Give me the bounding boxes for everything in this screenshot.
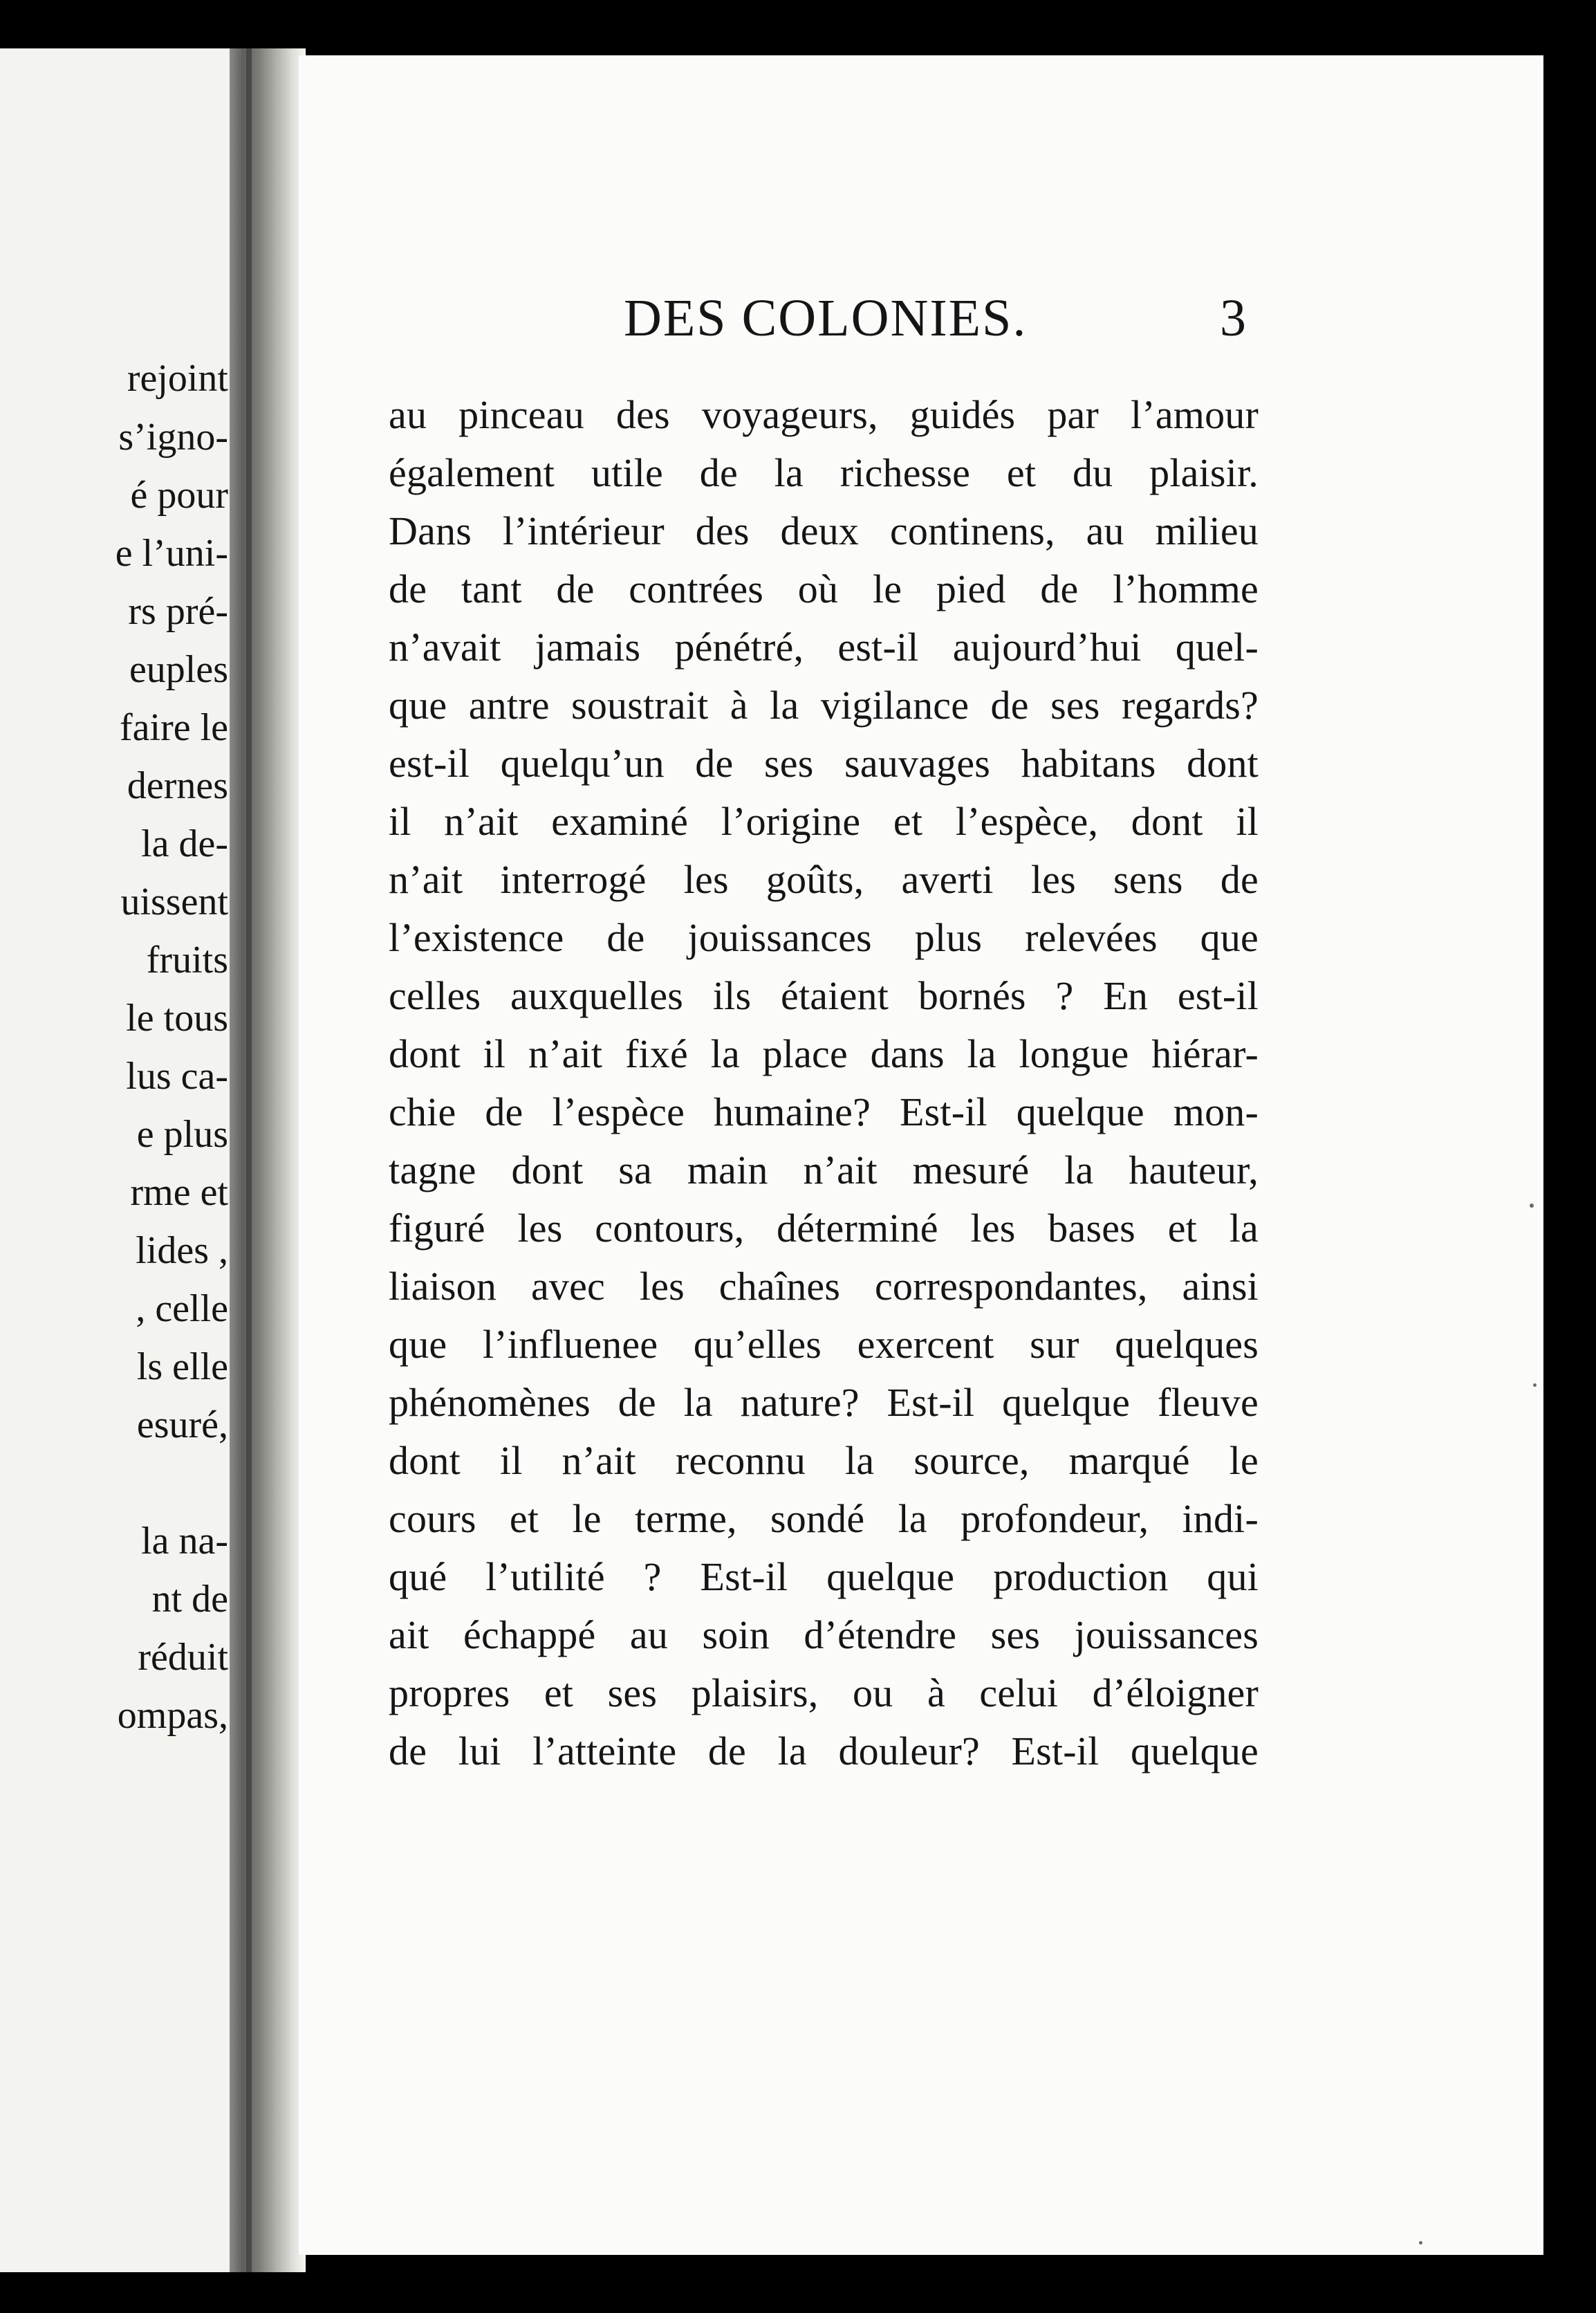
left-facing-page [0,48,246,2272]
scan-speck [1419,2241,1422,2245]
left-page-line: le tous [126,997,228,1040]
book-gutter-shadow [230,48,306,2272]
left-page-line: la de- [141,822,228,865]
text-line: n’avait jamais pénétré, est-il aujourd’hui quel- [389,625,1259,670]
left-page-line: , celle [136,1287,228,1330]
left-page-line: la na- [141,1520,228,1563]
left-page-line: euples [129,648,228,691]
left-page-line: lus ca- [126,1055,228,1098]
text-line: figuré les contours, déterminé les bases et la [389,1206,1259,1251]
main-page [299,55,1543,2255]
text-line: est-il quelqu’un de ses sauvages habitans dont [389,741,1259,786]
left-page-line: rejoint [127,357,228,400]
text-line: dont il n’ait reconnu la source, marqué le [389,1438,1259,1483]
left-page-line: e plus [136,1113,228,1156]
left-page-edge [246,48,252,2272]
text-line: que antre soustrait à la vigilance de ses regards? [389,683,1259,728]
left-page-line: uissent [120,881,228,923]
text-line: phénomènes de la nature? Est-il quelque fleuve [389,1380,1259,1425]
text-line: chie de l’espèce humaine? Est-il quelque mon- [389,1089,1259,1134]
left-page-line: fruits [146,939,228,982]
text-line: qué l’utilité ? Est-il quelque production qui [389,1554,1259,1599]
scan-speck [1530,1204,1534,1208]
text-line: Dans l’intérieur des deux continens, au milieu [389,508,1259,553]
running-head-title: DES COLONIES. [624,289,1028,347]
text-line: au pinceau des voyageurs, guidés par l’amour [389,392,1259,437]
text-line: de lui l’atteinte de la douleur? Est-il quelque [389,1729,1259,1773]
left-page-line: réduit [138,1636,228,1679]
left-page-line: é pour [130,474,228,517]
text-line: l’existence de jouissances plus relevées que [389,915,1259,960]
left-page-line: rme et [130,1171,228,1214]
text-line: que l’influenee qu’elles exercent sur quelques [389,1322,1259,1367]
text-line: de tant de contrées où le pied de l’homme [389,566,1259,611]
text-line: tagne dont sa main n’ait mesuré la hauteur, [389,1148,1259,1192]
scan-speck [1533,1383,1537,1387]
left-page-line: dernes [127,764,228,807]
left-page-line: ompas, [117,1694,228,1737]
text-line: cours et le terme, sondé la profondeur, indi- [389,1496,1259,1541]
text-line: propres et ses plaisirs, ou à celui d’éloigner [389,1670,1259,1715]
text-line: dont il n’ait fixé la place dans la longue hiérar- [389,1031,1259,1076]
running-head [299,284,1543,353]
body-text [389,386,1259,1780]
text-line: ait échappé au soin d’étendre ses jouissances [389,1612,1259,1657]
page-number: 3 [1220,289,1246,347]
left-page-line: faire le [120,706,228,749]
text-line: liaison avec les chaînes correspondantes, ainsi [389,1264,1259,1309]
left-page-line: rs pré- [128,590,228,633]
left-page-line: lides , [136,1229,228,1272]
left-page-line: esuré, [136,1403,228,1446]
left-page-line: e l’uni- [115,532,228,575]
text-line: n’ait interrogé les goûts, averti les sens de [389,857,1259,902]
text-line: il n’ait examiné l’origine et l’espèce, dont il [389,799,1259,844]
text-line: celles auxquelles ils étaient bornés ? En est-il [389,973,1259,1018]
text-line: également utile de la richesse et du plaisir. [389,450,1259,495]
left-page-line: ls elle [136,1345,228,1388]
left-page-line: nt de [151,1578,228,1621]
left-page-line: s’igno- [118,416,228,459]
